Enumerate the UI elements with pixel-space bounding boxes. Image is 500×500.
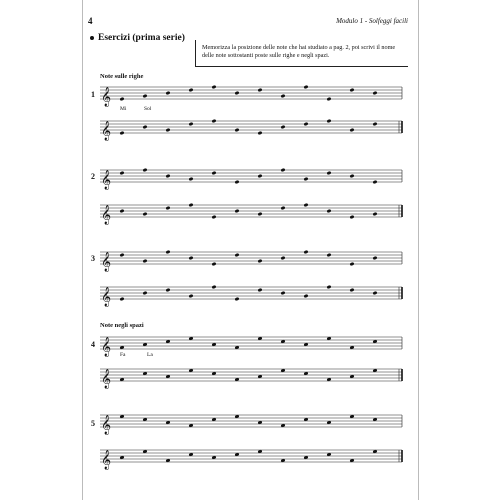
whole-note-icon (258, 212, 263, 216)
whole-note-icon (212, 262, 217, 266)
exercise-number-3: 3 (91, 254, 95, 263)
whole-note-icon (235, 253, 240, 257)
staff-8 (100, 369, 402, 381)
whole-note-icon (189, 203, 194, 207)
exercise-number-4: 4 (91, 340, 95, 349)
whole-note-icon (235, 180, 240, 184)
whole-note-icon (166, 206, 171, 210)
whole-note-icon (120, 297, 125, 301)
subhead-lines: Note sulle righe (100, 73, 144, 80)
whole-note-icon (258, 131, 263, 135)
whole-note-icon (235, 297, 240, 301)
whole-note-icon (281, 291, 286, 295)
whole-note-icon (189, 177, 194, 181)
whole-note-icon (235, 128, 240, 132)
whole-note-icon (304, 85, 309, 89)
note-label-sol: Sol (144, 106, 152, 112)
whole-note-icon (350, 262, 355, 266)
note-label-la: La (147, 352, 153, 358)
whole-note-icon (189, 88, 194, 92)
treble-clef-icon: 𝄞 (101, 415, 112, 435)
whole-note-icon (120, 171, 125, 175)
running-head: Modulo 1 - Solfeggi facili (336, 17, 408, 25)
whole-note-icon (212, 171, 217, 175)
whole-note-icon (189, 256, 194, 260)
whole-note-icon (281, 168, 286, 172)
whole-note-icon (327, 285, 332, 289)
whole-note-icon (258, 288, 263, 292)
whole-note-icon (143, 291, 148, 295)
exercise-number-2: 2 (91, 172, 95, 181)
whole-note-icon (143, 212, 148, 216)
whole-note-icon (120, 253, 125, 257)
whole-note-icon (212, 215, 217, 219)
whole-note-icon (212, 119, 217, 123)
treble-clef-icon: 𝄞 (101, 87, 112, 107)
subhead-spaces: Note negli spazi (100, 322, 144, 329)
whole-note-icon (166, 174, 171, 178)
whole-note-icon (166, 128, 171, 132)
whole-note-icon (189, 294, 194, 298)
whole-note-icon (350, 215, 355, 219)
whole-note-icon (281, 125, 286, 129)
whole-note-icon (258, 88, 263, 92)
whole-note-icon (327, 253, 332, 257)
whole-note-icon (373, 212, 378, 216)
whole-note-icon (143, 259, 148, 263)
whole-note-icon (281, 94, 286, 98)
whole-note-icon (350, 174, 355, 178)
whole-note-icon (212, 285, 217, 289)
section-title-text: Esercizi (prima serie) (98, 33, 185, 43)
whole-note-icon (120, 131, 125, 135)
treble-clef-icon: 𝄞 (101, 450, 112, 470)
whole-note-icon (373, 180, 378, 184)
whole-note-icon (304, 294, 309, 298)
whole-note-icon (143, 125, 148, 129)
note-label-fa: Fa (120, 352, 126, 358)
instructions-text: Memorizza la posizione delle note che hai studiato a pag. 2, poi scrivi il nome delle note sottostanti poste sulle righe e negli spazi. (202, 44, 396, 59)
exercise-number-5: 5 (91, 419, 95, 428)
whole-note-icon (166, 288, 171, 292)
treble-clef-icon: 𝄞 (101, 337, 112, 357)
note-label-mi: Mi (120, 106, 127, 112)
whole-note-icon (120, 97, 125, 101)
staff-9 (100, 415, 402, 427)
treble-clef-icon: 𝄞 (101, 287, 112, 307)
whole-note-icon (258, 259, 263, 263)
whole-note-icon (304, 177, 309, 181)
whole-note-icon (189, 122, 194, 126)
whole-note-icon (304, 203, 309, 207)
staff-3 (100, 170, 402, 182)
treble-clef-icon: 𝄞 (101, 252, 112, 272)
whole-note-icon (373, 91, 378, 95)
treble-clef-icon: 𝄞 (101, 205, 112, 225)
whole-note-icon (327, 209, 332, 213)
whole-note-icon (373, 291, 378, 295)
page-number: 4 (88, 16, 93, 26)
whole-note-icon (281, 256, 286, 260)
whole-note-icon (327, 97, 332, 101)
whole-note-icon (258, 174, 263, 178)
whole-note-icon (166, 250, 171, 254)
whole-note-icon (281, 206, 286, 210)
treble-clef-icon: 𝄞 (101, 170, 112, 190)
exercise-number-1: 1 (91, 90, 95, 99)
whole-note-icon (373, 122, 378, 126)
whole-note-icon (143, 94, 148, 98)
whole-note-icon (235, 91, 240, 95)
whole-note-icon (350, 288, 355, 292)
whole-note-icon (350, 128, 355, 132)
whole-note-icon (143, 168, 148, 172)
whole-note-icon (304, 122, 309, 126)
whole-note-icon (327, 119, 332, 123)
whole-note-icon (327, 171, 332, 175)
whole-note-icon (350, 88, 355, 92)
whole-note-icon (373, 256, 378, 260)
whole-note-icon (120, 209, 125, 213)
treble-clef-icon: 𝄞 (101, 369, 112, 389)
treble-clef-icon: 𝄞 (101, 121, 112, 141)
whole-note-icon (235, 209, 240, 213)
whole-note-icon (304, 250, 309, 254)
whole-note-icon (166, 91, 171, 95)
whole-note-icon (212, 85, 217, 89)
